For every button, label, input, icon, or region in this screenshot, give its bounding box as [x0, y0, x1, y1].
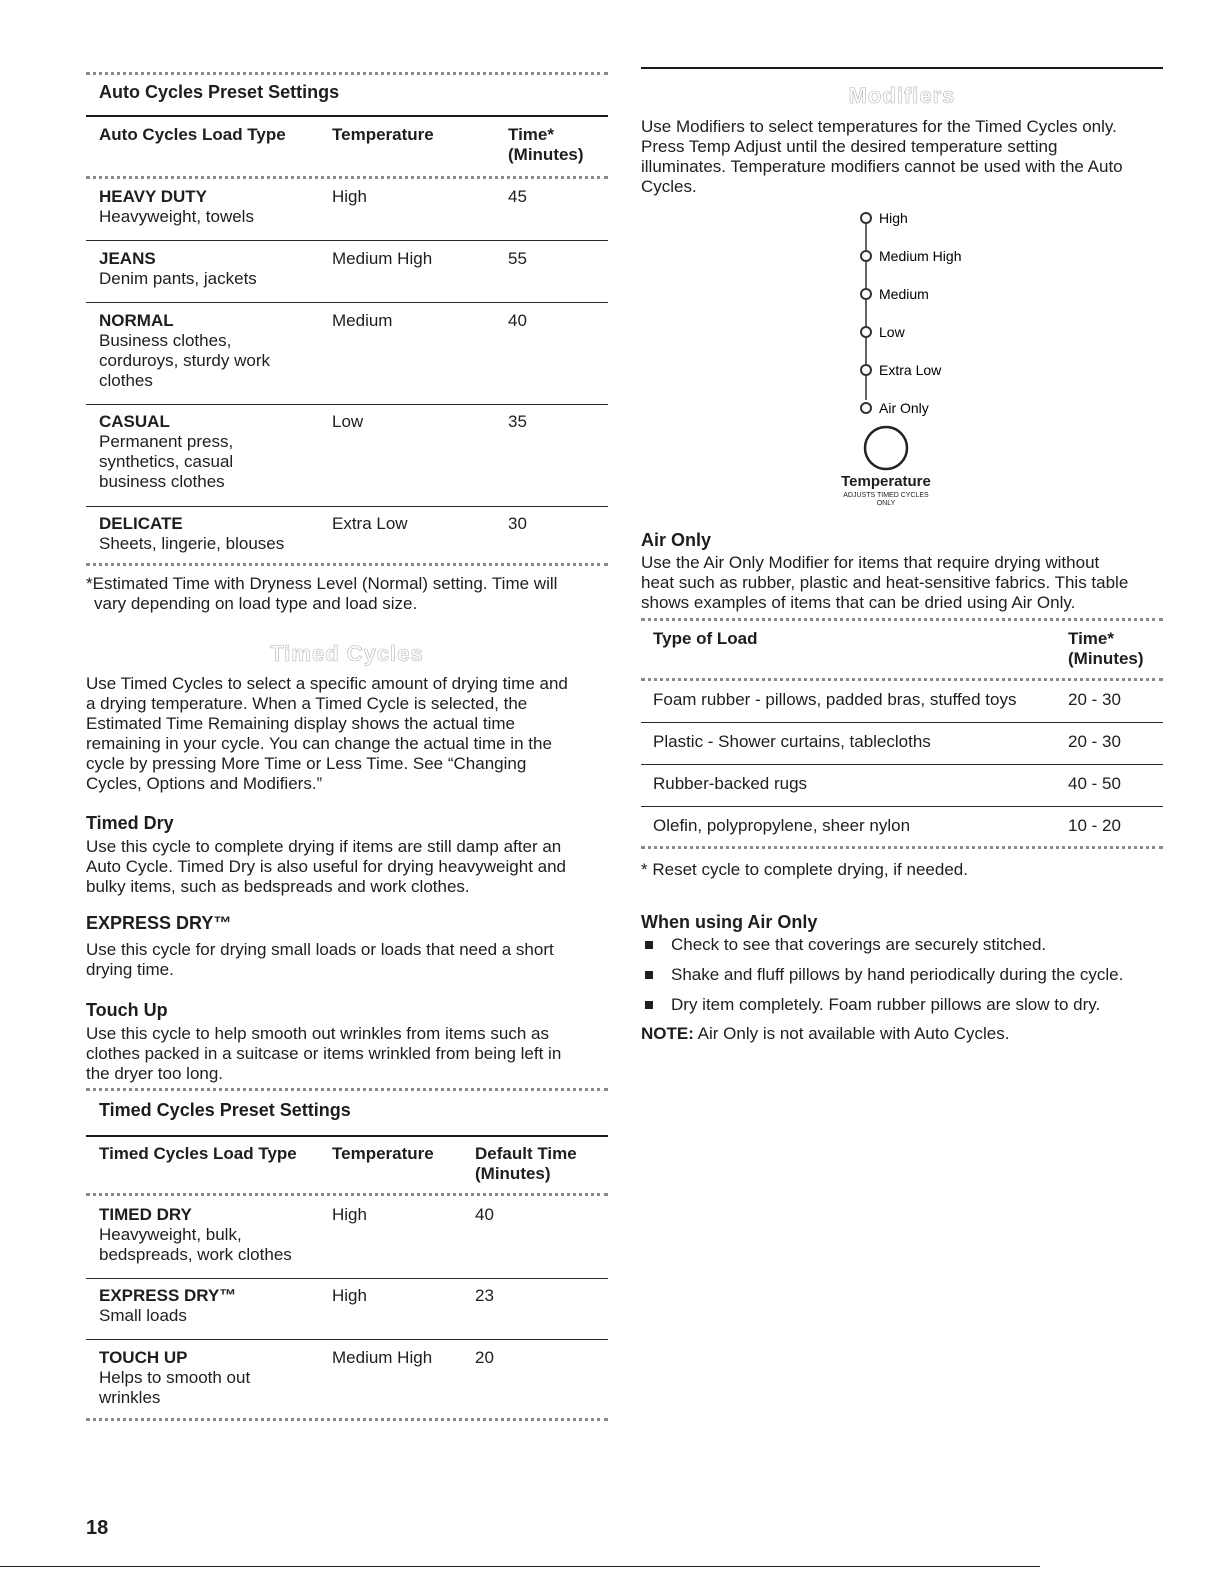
indicator-light-icon — [861, 365, 871, 375]
timed-row-time: 40 — [475, 1205, 494, 1224]
timed-intro-line: remaining in your cycle. You can change the actual time in the — [86, 734, 552, 753]
timed-row-desc: Small loads — [99, 1306, 187, 1325]
air-row-time: 40 - 50 — [1068, 774, 1121, 793]
auto-row-desc: clothes — [99, 371, 153, 390]
air-footnote: * Reset cycle to complete drying, if needed. — [641, 860, 968, 879]
page-number: 18 — [86, 1517, 109, 1539]
divider — [641, 846, 1163, 849]
dial-level: Medium — [879, 286, 929, 302]
auto-row-desc: corduroys, sturdy work — [99, 351, 270, 370]
auto-row-time: 45 — [508, 187, 527, 206]
row-divider — [86, 1339, 608, 1340]
timed-dry-text: Use this cycle to complete drying if items are still damp after an — [86, 837, 562, 856]
timed-intro-line: Estimated Time Remaining display shows the actual time — [86, 714, 515, 733]
air-header-minutes: (Minutes) — [1068, 649, 1144, 668]
divider — [86, 1418, 608, 1421]
air-row-load: Rubber-backed rugs — [653, 774, 808, 793]
page-bottom-rule — [0, 1566, 1040, 1567]
auto-table-title: Auto Cycles Preset Settings — [99, 82, 340, 102]
auto-row-temp: Low — [332, 412, 364, 431]
note-text: Air Only is not available with Auto Cycles. — [693, 1024, 1010, 1043]
divider — [641, 618, 1163, 621]
air-only-text: heat such as rubber, plastic and heat-sensitive fabrics. This table — [641, 573, 1129, 592]
divider — [86, 563, 608, 566]
timed-intro-line: Cycles, Options and Modifiers.” — [86, 774, 323, 793]
note-label: NOTE: — [641, 1024, 694, 1043]
auto-row-name: NORMAL — [99, 311, 174, 330]
row-divider — [86, 240, 608, 241]
auto-row-temp: Medium — [332, 311, 393, 330]
modifiers-intro-line: Press Temp Adjust until the desired temperature setting — [641, 137, 1058, 156]
timed-row-desc: Helps to smooth out — [99, 1368, 251, 1387]
air-row-time: 20 - 30 — [1068, 690, 1121, 709]
divider — [86, 72, 608, 75]
indicator-light-icon — [861, 327, 871, 337]
auto-row-temp: High — [332, 187, 367, 206]
when-using-title: When using Air Only — [641, 912, 818, 932]
dial-label: Temperature — [841, 473, 931, 490]
air-only-title: Air Only — [641, 530, 712, 550]
bullet-icon — [645, 971, 653, 979]
auto-row-time: 35 — [508, 412, 527, 431]
modifiers-intro-line: Use Modifiers to select temperatures for the Timed Cycles only. — [641, 117, 1117, 136]
divider — [86, 1193, 608, 1196]
dial-level: Low — [879, 324, 905, 340]
touch-up-text: clothes packed in a suitcase or items wrinkled from being left in — [86, 1044, 562, 1063]
air-row-time: 20 - 30 — [1068, 732, 1121, 751]
air-only-text: shows examples of items that can be dried using Air Only. — [641, 593, 1076, 612]
timed-row-temp: Medium High — [332, 1348, 433, 1367]
indicator-light-icon — [861, 213, 871, 223]
express-dry-text: drying time. — [86, 960, 174, 979]
when-using-bullet: Dry item completely. Foam rubber pillows are slow to dry. — [671, 995, 1101, 1014]
timed-table-title: Timed Cycles Preset Settings — [99, 1100, 351, 1120]
divider — [86, 176, 608, 179]
auto-row-temp: Medium High — [332, 249, 433, 268]
timed-header-default-time: Default Time — [475, 1144, 577, 1163]
air-row-time: 10 - 20 — [1068, 816, 1121, 835]
auto-row-desc: Business clothes, — [99, 331, 232, 350]
dial-button-icon — [865, 427, 907, 469]
timed-cycles-heading: Timed Cycles — [270, 641, 424, 666]
auto-row-name: HEAVY DUTY — [99, 187, 208, 206]
auto-row-desc: Sheets, lingerie, blouses — [99, 534, 285, 553]
row-divider — [641, 806, 1163, 807]
dial-sublabel: ONLY — [876, 500, 896, 507]
timed-row-name: EXPRESS DRY™ — [99, 1286, 237, 1305]
timed-row-desc: wrinkles — [99, 1388, 161, 1407]
auto-row-desc: Permanent press, — [99, 432, 234, 451]
touch-up-text: Use this cycle to help smooth out wrinkles from items such as — [86, 1024, 549, 1043]
air-header-type: Type of Load — [653, 629, 758, 648]
auto-footnote: vary depending on load type and load size. — [94, 594, 418, 613]
divider — [86, 1088, 608, 1091]
auto-header-temperature: Temperature — [332, 125, 434, 144]
auto-row-desc: Denim pants, jackets — [99, 269, 257, 288]
express-dry-title: EXPRESS DRY™ — [86, 913, 232, 933]
auto-header-time: Time* — [508, 125, 554, 144]
divider — [86, 1135, 608, 1137]
auto-row-name: JEANS — [99, 249, 156, 268]
dial-level: Extra Low — [879, 362, 942, 378]
when-using-bullet: Check to see that coverings are securely stitched. — [671, 935, 1047, 954]
modifiers-intro-line: illuminates. Temperature modifiers cannot be used with the Auto — [641, 157, 1123, 176]
when-using-bullet: Shake and fluff pillows by hand periodically during the cycle. — [671, 965, 1124, 984]
auto-row-time: 55 — [508, 249, 527, 268]
auto-row-name: DELICATE — [99, 514, 183, 533]
timed-header-load-type: Timed Cycles Load Type — [99, 1144, 297, 1163]
temperature-dial-graphic — [841, 200, 971, 485]
timed-intro-line: cycle by pressing More Time or Less Time. See “Changing — [86, 754, 527, 773]
indicator-light-icon — [861, 289, 871, 299]
timed-header-temperature: Temperature — [332, 1144, 434, 1163]
auto-row-desc: business clothes — [99, 472, 225, 491]
timed-row-desc: bedspreads, work clothes — [99, 1245, 292, 1264]
timed-row-name: TOUCH UP — [99, 1348, 188, 1367]
auto-row-name: CASUAL — [99, 412, 170, 431]
auto-header-minutes: (Minutes) — [508, 145, 584, 164]
divider — [641, 67, 1163, 69]
timed-dry-text: Auto Cycle. Timed Dry is also useful for drying heavyweight and — [86, 857, 567, 876]
row-divider — [86, 404, 608, 405]
timed-row-time: 23 — [475, 1286, 494, 1305]
air-only-note — [641, 1024, 1009, 1044]
bullet-icon — [645, 1001, 653, 1009]
timed-row-name: TIMED DRY — [99, 1205, 192, 1224]
indicator-light-icon — [861, 251, 871, 261]
timed-row-desc: Heavyweight, bulk, — [99, 1225, 242, 1244]
auto-footnote: *Estimated Time with Dryness Level (Normal) setting. Time will — [86, 574, 558, 593]
divider — [641, 678, 1163, 681]
auto-row-desc: Heavyweight, towels — [99, 207, 254, 226]
touch-up-title: Touch Up — [86, 1000, 168, 1020]
indicator-light-icon — [861, 403, 871, 413]
timed-header-minutes: (Minutes) — [475, 1164, 551, 1183]
air-only-text: Use the Air Only Modifier for items that require drying without — [641, 553, 1100, 572]
air-row-load: Olefin, polypropylene, sheer nylon — [653, 816, 911, 835]
dial-sublabel: ADJUSTS TIMED CYCLES — [843, 492, 929, 499]
dial-level: Air Only — [879, 400, 929, 416]
row-divider — [641, 764, 1163, 765]
air-row-load: Foam rubber - pillows, padded bras, stuffed toys — [653, 690, 1017, 709]
timed-dry-text: bulky items, such as bedspreads and work clothes. — [86, 877, 470, 896]
timed-dry-title: Timed Dry — [86, 813, 174, 833]
bullet-icon — [645, 941, 653, 949]
auto-row-time: 30 — [508, 514, 527, 533]
row-divider — [86, 1278, 608, 1279]
auto-row-desc: synthetics, casual — [99, 452, 234, 471]
dial-level: Medium High — [879, 248, 962, 264]
divider — [86, 115, 608, 117]
modifiers-intro-line: Cycles. — [641, 177, 697, 196]
row-divider — [641, 722, 1163, 723]
air-row-load: Plastic - Shower curtains, tablecloths — [653, 732, 931, 751]
row-divider — [86, 302, 608, 303]
modifiers-heading: Modifiers — [848, 83, 956, 108]
row-divider — [86, 506, 608, 507]
timed-intro-line: Use Timed Cycles to select a specific amount of drying time and — [86, 674, 568, 693]
touch-up-text: the dryer too long. — [86, 1064, 224, 1083]
timed-row-temp: High — [332, 1286, 367, 1305]
timed-row-time: 20 — [475, 1348, 494, 1367]
air-header-time: Time* — [1068, 629, 1114, 648]
dial-level: High — [879, 210, 908, 226]
auto-row-temp: Extra Low — [332, 514, 408, 533]
express-dry-text: Use this cycle for drying small loads or loads that need a short — [86, 940, 554, 959]
auto-header-load-type: Auto Cycles Load Type — [99, 125, 286, 144]
auto-row-time: 40 — [508, 311, 527, 330]
timed-row-temp: High — [332, 1205, 367, 1224]
timed-intro-line: a drying temperature. When a Timed Cycle is selected, the — [86, 694, 528, 713]
